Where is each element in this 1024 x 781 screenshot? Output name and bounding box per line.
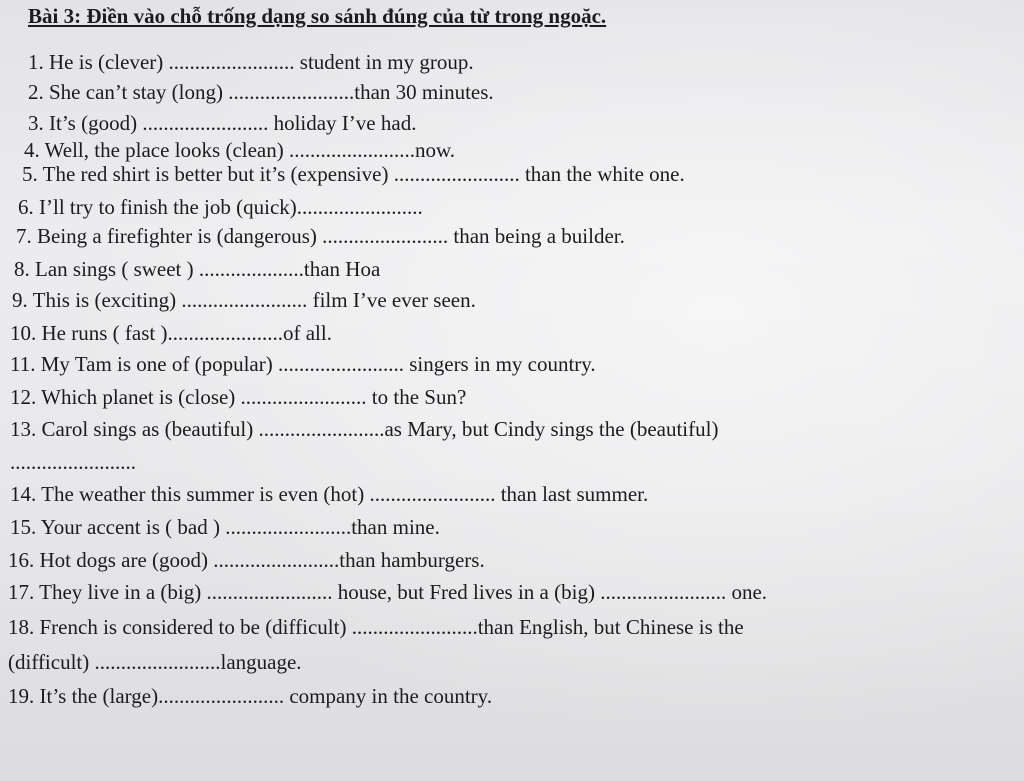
sentence-1: 1. He is (clever) ........................ student in my group. — [28, 50, 474, 74]
sentence-15: 15. Your accent is ( bad ) ........................than mine. — [10, 515, 440, 539]
sentence-9: 9. This is (exciting) ........................ film I’ve ever seen. — [12, 288, 476, 312]
sentence-13-continuation: ........................ — [10, 450, 136, 474]
sentence-16: 16. Hot dogs are (good) ........................than hamburgers. — [8, 548, 485, 572]
sentence-5: 5. The red shirt is better but it’s (expensive) ........................ than the white one. — [22, 162, 685, 186]
sentence-10: 10. He runs ( fast )......................of all. — [10, 321, 332, 345]
sentence-14: 14. The weather this summer is even (hot) ........................ than last summer. — [10, 482, 649, 506]
sentence-13: 13. Carol sings as (beautiful) ........................as Mary, but Cindy sings the (beautiful) — [10, 417, 719, 441]
sentence-4: 4. Well, the place looks (clean) ........................now. — [24, 138, 456, 162]
sentence-3: 3. It’s (good) ........................ holiday I’ve had. — [28, 111, 417, 135]
sentence-11: 11. My Tam is one of (popular) ........................ singers in my country. — [10, 352, 596, 376]
sentence-18: 18. French is considered to be (difficult) ........................than English, but Chinese is the — [8, 615, 744, 639]
sentence-18-continuation: (difficult) ........................language. — [8, 650, 302, 674]
sentence-6: 6. I’ll try to finish the job (quick)........................ — [18, 195, 423, 219]
sentence-8: 8. Lan sings ( sweet ) ....................than Hoa — [14, 257, 381, 281]
sentence-12: 12. Which planet is (close) ........................ to the Sun? — [10, 385, 467, 409]
sentence-7: 7. Being a firefighter is (dangerous) ........................ than being a builder. — [16, 224, 625, 248]
sentence-19: 19. It’s the (large)........................ company in the country. — [8, 684, 493, 708]
sentence-17: 17. They live in a (big) ........................ house, but Fred lives in a (big) ........................ one. — [8, 580, 768, 604]
sentence-2: 2. She can’t stay (long) ........................than 30 minutes. — [28, 80, 494, 104]
exercise-title: Bài 3: Điền vào chỗ trống dạng so sánh đúng của từ trong ngoặc. — [28, 4, 607, 28]
